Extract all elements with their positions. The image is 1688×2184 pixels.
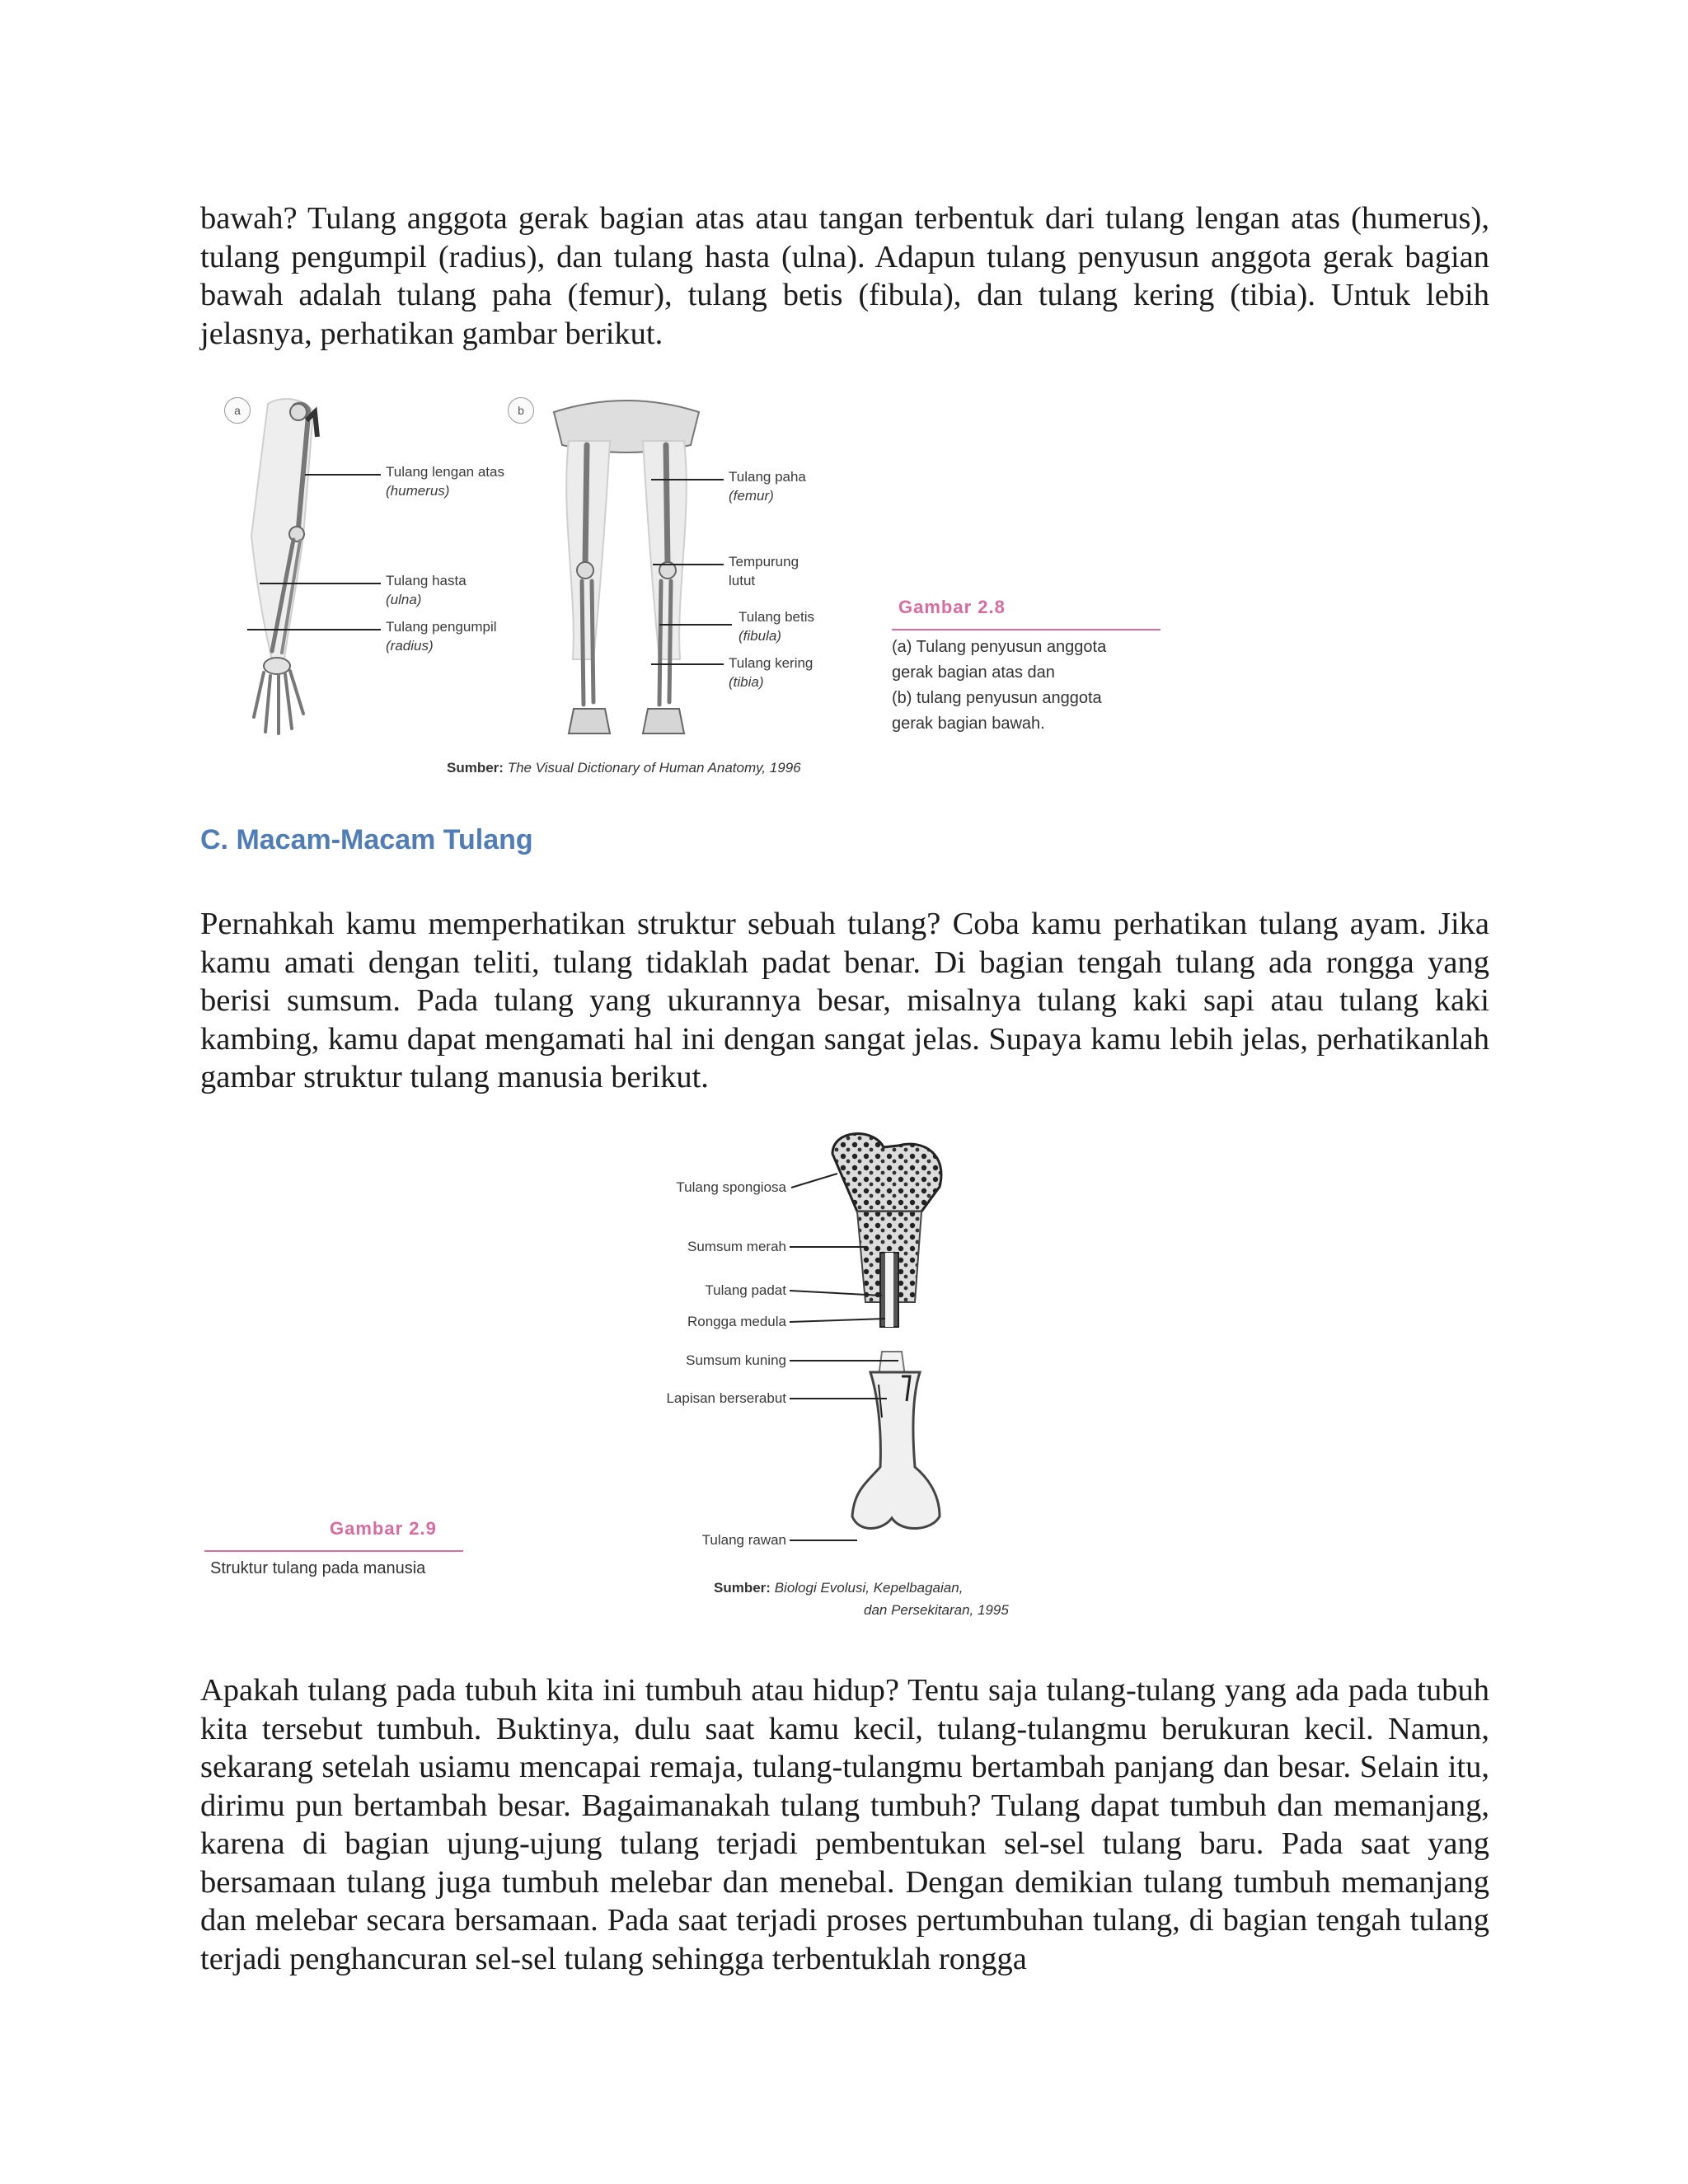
figure-2-8-caption-line-1: (a) Tulang penyusun anggota: [892, 638, 1107, 656]
label-cartilage: Tulang rawan: [701, 1532, 786, 1548]
label-red-marrow: Sumsum merah: [687, 1239, 786, 1254]
label-fibula-name: Tulang betis: [738, 609, 814, 625]
label-fibula-latin: (fibula): [738, 628, 781, 644]
label-femur-latin: (femur): [729, 488, 774, 504]
figure-2-8-caption-title: Gambar 2.8: [898, 597, 1006, 617]
figure-2-9-caption-text: Struktur tulang pada manusia: [210, 1559, 426, 1577]
paragraph-bone-growth: Apakah tulang pada tubuh kita ini tumbuh atau hidup? Tentu saja tulang-tulang yang ada pada tubuh kita tersebut tumbuh. Buktinya, dulu saat kamu kecil, tulang-tulangmu berukuran kecil. Namun, sekarang setelah usiamu mencapai remaja, tulang-tulangmu bertambah panjang dan besar. Selain itu, dirimu pun bertambah besar. Bagaimanakah tulang tumbuh? Tulang dapat tumbuh dan memanjang, karena di bagian ujung-ujung tulang terjadi pembentukan sel-sel tulang baru. Pada saat yang bersamaan tulang juga tumbuh melebar dan menebal. Dengan demikian tulang tumbuh memanjang dan melebar secara bersamaan. Pada saat terjadi proses pertumbuhan tulang, di bagian tengah tulang terjadi penghancuran sel-sel tulang sehingga terbentuklah rongga: [200, 1673, 1489, 1976]
label-radius-name: Tulang pengumpil: [386, 619, 497, 635]
figure-2-8-caption-line-4: gerak bagian bawah.: [892, 715, 1045, 733]
figure-2-8-source-label: Sumber:: [447, 760, 504, 776]
paragraph-bone-structure: Pernahkah kamu memperhatikan struktur sebuah tulang? Coba kamu perhatikan tulang ayam. Jika kamu amati dengan teliti, tulang tidaklah padat benar. Di bagian tengah tulang ada rongga yang berisi sumsum. Pada tulang yang ukurannya besar, misalnya tulang kaki sapi atau tulang kaki kambing, kamu dapat mengamati hal ini dengan sangat jelas. Supaya kamu lebih jelas, perhatikanlah gambar struktur tulang manusia berikut.: [200, 907, 1489, 1094]
label-compact-bone: Tulang padat: [705, 1282, 786, 1298]
label-medullary-cavity: Rongga medula: [687, 1314, 786, 1329]
label-spongy-bone: Tulang spongiosa: [676, 1179, 786, 1195]
figure-2-8-source-text: The Visual Dictionary of Human Anatomy, 1996: [507, 760, 801, 776]
label-ulna-name: Tulang hasta: [386, 573, 467, 588]
figure-2-9-source-line-1: [714, 1580, 963, 1596]
label-femur-name: Tulang paha: [729, 469, 806, 485]
label-ulna-latin: (ulna): [386, 592, 422, 607]
section-heading: C. Macam-Macam Tulang: [200, 824, 533, 855]
label-fibrous-layer: Lapisan berserabut: [666, 1390, 786, 1406]
label-tibia-name: Tulang kering: [729, 655, 814, 671]
label-humerus-name: Tulang lengan atas: [386, 464, 504, 480]
label-yellow-marrow: Sumsum kuning: [686, 1352, 786, 1368]
label-patella-line2: lutut: [729, 573, 756, 588]
figure-badge-a: a: [224, 397, 251, 424]
label-tibia-latin: (tibia): [729, 674, 764, 690]
figure-2-9-source-title: Biologi Evolusi, Kepelbagaian,: [774, 1580, 964, 1596]
figure-2-9-source-label: Sumber:: [714, 1580, 771, 1596]
figure-2-9-caption-title: Gambar 2.9: [330, 1518, 437, 1539]
figure-badge-b: b: [508, 397, 534, 424]
label-radius-latin: (radius): [386, 638, 434, 654]
label-patella-line1: Tempurung: [729, 554, 799, 569]
figure-2-8-caption-line-2: gerak bagian atas dan: [892, 663, 1055, 682]
paragraph-intro: bawah? Tulang anggota gerak bagian atas atau tangan terbentuk dari tulang lengan atas (humerus), tulang pengumpil (radius), dan tulang hasta (ulna). Adapun tulang penyusun anggota gerak bagian bawah adalah tulang paha (femur), tulang betis (fibula), dan tulang kering (tibia). Untuk lebih jelasnya, perhatikan gambar berikut.: [200, 201, 1489, 351]
label-humerus-latin: (humerus): [386, 483, 450, 499]
figure-2-9-source-line-2: dan Persekitaran, 1995: [864, 1602, 1009, 1618]
figure-2-8-caption-line-3: (b) tulang penyusun anggota: [892, 689, 1102, 707]
